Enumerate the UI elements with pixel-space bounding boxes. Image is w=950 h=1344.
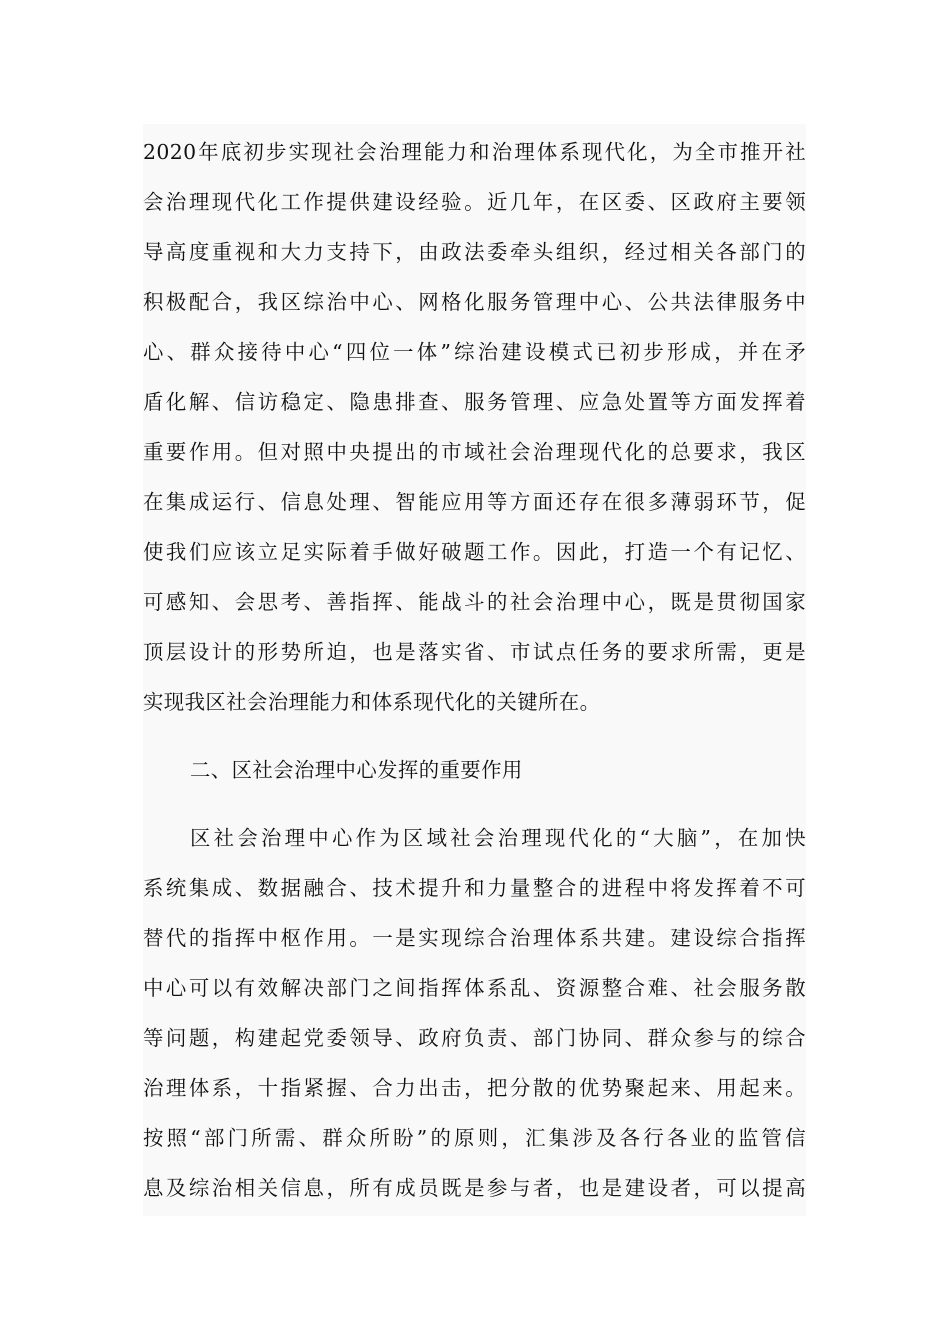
paragraph-1-line-12: 实现我区社会治理能力和体系现代化的关键所在。 — [143, 690, 601, 714]
paragraph-1-line-1: 2020年底初步实现社会治理能力和治理体系现代化，为全市推开社 — [143, 140, 806, 164]
paragraph-1-line-3: 导高度重视和大力支持下，由政法委牵头组织，经过相关各部门的 — [143, 240, 806, 264]
document-page — [143, 124, 806, 1216]
paragraph-2-line-5: 等问题，构建起党委领导、政府负责、部门协同、群众参与的综合 — [143, 1026, 806, 1050]
paragraph-2-line-1: 区社会治理中心作为区域社会治理现代化的“大脑”，在加快 — [190, 826, 806, 850]
paragraph-2-line-2: 系统集成、数据融合、技术提升和力量整合的进程中将发挥着不可 — [143, 876, 806, 900]
paragraph-1-line-7: 重要作用。但对照中央提出的市域社会治理现代化的总要求，我区 — [143, 440, 806, 464]
paragraph-1-line-4: 积极配合，我区综治中心、网格化服务管理中心、公共法律服务中 — [143, 290, 806, 314]
paragraph-2-line-6: 治理体系，十指紧握、合力出击，把分散的优势聚起来、用起来。 — [143, 1076, 806, 1100]
paragraph-1-line-9: 使我们应该立足实际着手做好破题工作。因此，打造一个有记忆、 — [143, 540, 806, 564]
paragraph-1-line-6: 盾化解、信访稳定、隐患排查、服务管理、应急处置等方面发挥着 — [143, 390, 806, 414]
paragraph-2-line-4: 中心可以有效解决部门之间指挥体系乱、资源整合难、社会服务散 — [143, 976, 806, 1000]
paragraph-2-line-8: 息及综治相关信息，所有成员既是参与者，也是建设者，可以提高 — [143, 1176, 806, 1200]
paragraph-1-line-10: 可感知、会思考、善指挥、能战斗的社会治理中心，既是贯彻国家 — [143, 590, 806, 614]
paragraph-1-line-2: 会治理现代化工作提供建设经验。近几年，在区委、区政府主要领 — [143, 190, 806, 214]
paragraph-2-line-3: 替代的指挥中枢作用。一是实现综合治理体系共建。建设综合指挥 — [143, 926, 806, 950]
paragraph-2-line-7: 按照“部门所需、群众所盼”的原则，汇集涉及各行各业的监管信 — [143, 1126, 806, 1150]
paragraph-1-line-11: 顶层设计的形势所迫，也是落实省、市试点任务的要求所需，更是 — [143, 640, 806, 664]
section-heading: 二、区社会治理中心发挥的重要作用 — [190, 758, 523, 782]
paragraph-1-line-8: 在集成运行、信息处理、智能应用等方面还存在很多薄弱环节，促 — [143, 490, 806, 514]
paragraph-1-line-5: 心、群众接待中心“四位一体”综治建设模式已初步形成，并在矛 — [143, 340, 806, 364]
